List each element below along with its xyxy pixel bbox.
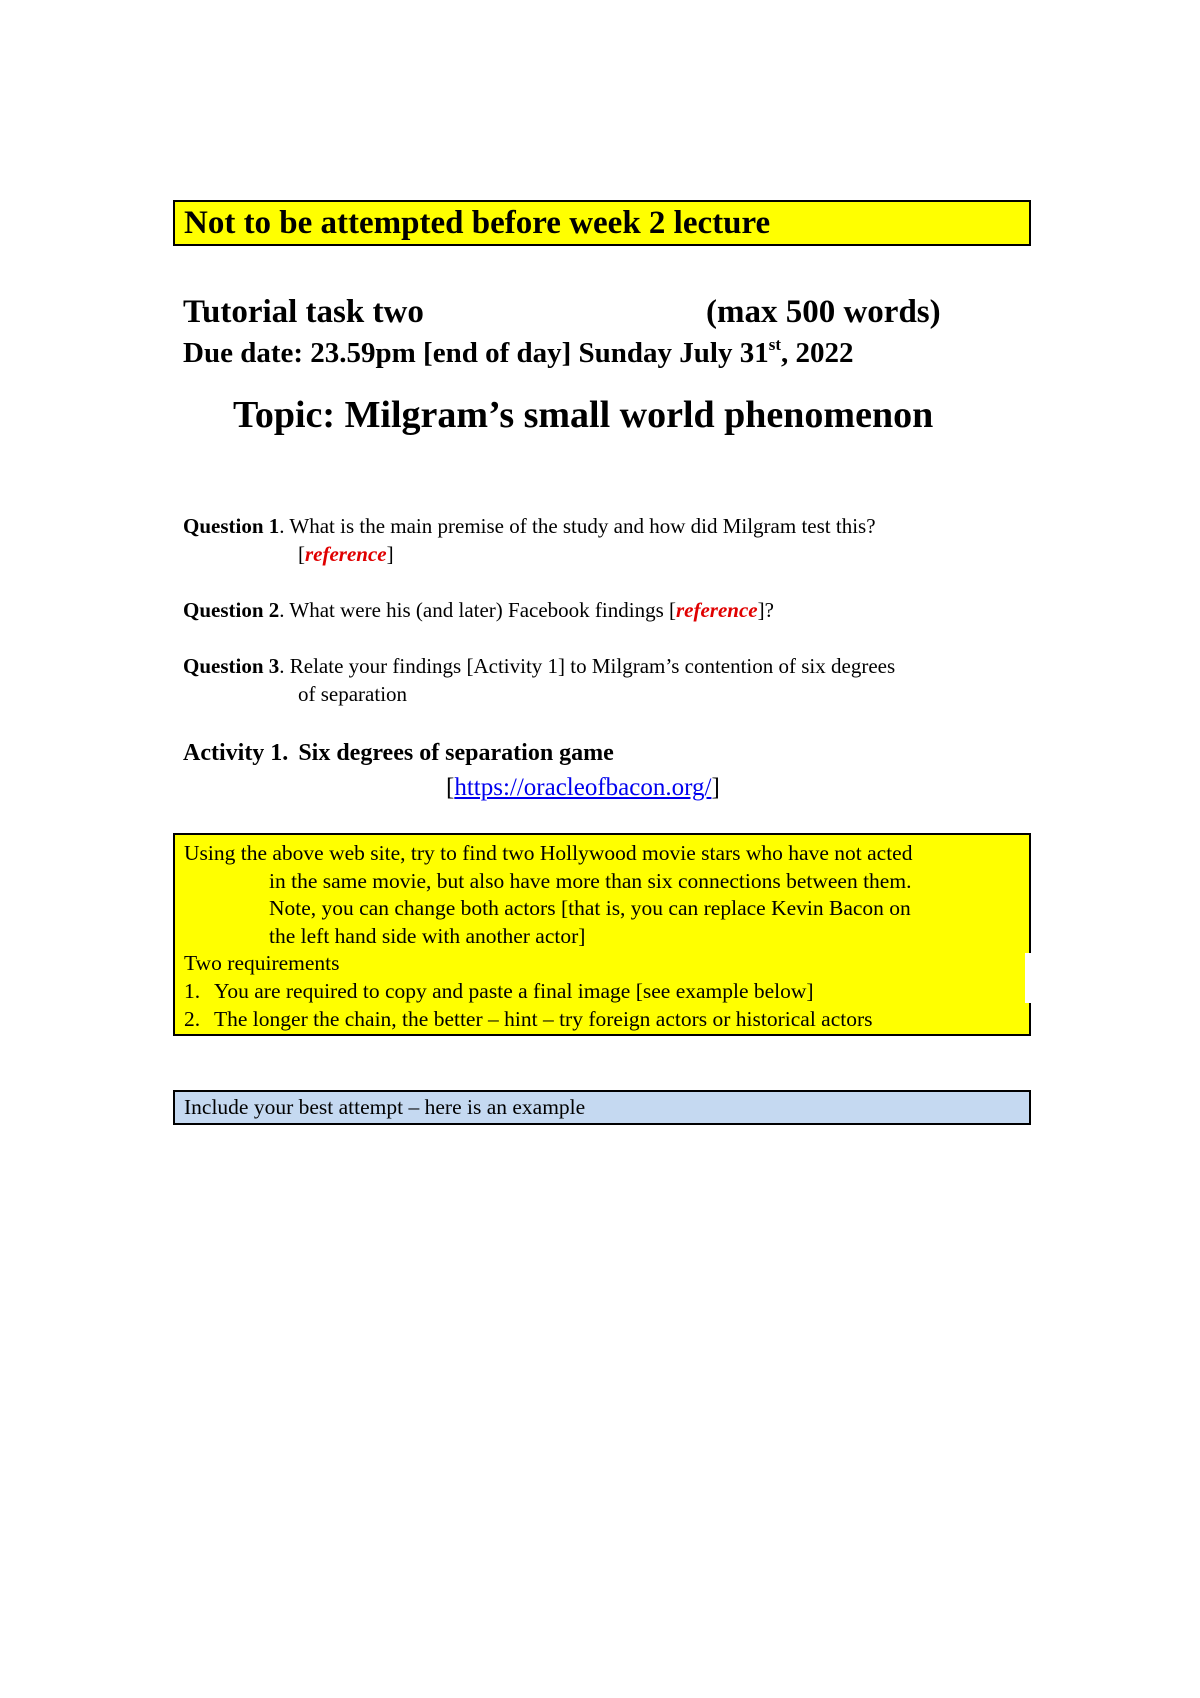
question-2-close: ]? xyxy=(757,598,774,622)
requirements-heading: Two requirements xyxy=(184,951,340,976)
bracket-open: [ xyxy=(446,774,455,801)
activity-heading xyxy=(183,737,614,769)
bracket-close: ] xyxy=(711,774,720,801)
instruction-line: in the same movie, but also have more than six connections between them. xyxy=(269,868,912,893)
question-1-reference xyxy=(298,540,394,568)
oracle-of-bacon-link[interactable]: https://oracleofbacon.org/ xyxy=(454,774,712,801)
due-date-suffix: , 2022 xyxy=(781,337,854,369)
max-words: (max 500 words) xyxy=(706,294,941,330)
bracket-close: ] xyxy=(386,542,394,566)
instructions-box xyxy=(173,833,1031,1036)
question-3-label: Question 3 xyxy=(183,654,280,678)
question-2 xyxy=(183,596,774,624)
question-3-text: . Relate your findings [Activity 1] to Milgram’s contention of six degrees xyxy=(279,654,896,678)
warning-banner xyxy=(173,200,1031,246)
requirement-number: 1. xyxy=(184,978,201,1003)
instruction-line: the left hand side with another actor] xyxy=(269,923,586,948)
task-title: Tutorial task two xyxy=(183,294,424,330)
activity-label: Activity 1. xyxy=(183,740,289,766)
question-1-label: Question 1 xyxy=(183,514,280,538)
task-heading xyxy=(183,292,1003,332)
reference-link[interactable]: reference xyxy=(676,598,758,622)
reference-link[interactable]: reference xyxy=(305,542,387,566)
due-date xyxy=(183,334,854,372)
requirement-text: The longer the chain, the better – hint – try foreign actors or historical actors xyxy=(214,1006,873,1031)
example-box xyxy=(173,1090,1031,1125)
due-date-ordinal: st xyxy=(768,335,782,354)
question-3-continuation: of separation xyxy=(298,682,408,706)
requirement-item xyxy=(184,978,1029,1006)
question-3 xyxy=(183,652,895,680)
bracket-open: [ xyxy=(298,542,305,566)
activity-title: Six degrees of separation game xyxy=(298,740,614,766)
requirement-item xyxy=(184,1006,1029,1034)
requirement-text: You are required to copy and paste a final image [see example below] xyxy=(214,978,814,1003)
instruction-line: Using the above web site, try to find two Hollywood movie stars who have not acted xyxy=(184,841,913,865)
instruction-line: Note, you can change both actors [that is, you can replace Kevin Bacon on xyxy=(269,896,911,921)
topic-heading: Topic: Milgram’s small world phenomenon xyxy=(233,394,934,436)
due-date-prefix: Due date: 23.59pm [end of day] Sunday July 31 xyxy=(183,337,769,369)
question-2-text: . What were his (and later) Facebook findings [ xyxy=(279,598,676,622)
requirement-number: 2. xyxy=(184,1006,201,1031)
question-1 xyxy=(183,512,876,540)
warning-text: Not to be attempted before week 2 lecture xyxy=(184,205,771,241)
activity-url-line xyxy=(446,771,720,805)
question-1-text: . What is the main premise of the study and how did Milgram test this? xyxy=(279,514,876,538)
example-text: Include your best attempt – here is an example xyxy=(184,1095,586,1119)
question-2-label: Question 2 xyxy=(183,598,280,622)
border-gap xyxy=(1025,953,1031,1003)
